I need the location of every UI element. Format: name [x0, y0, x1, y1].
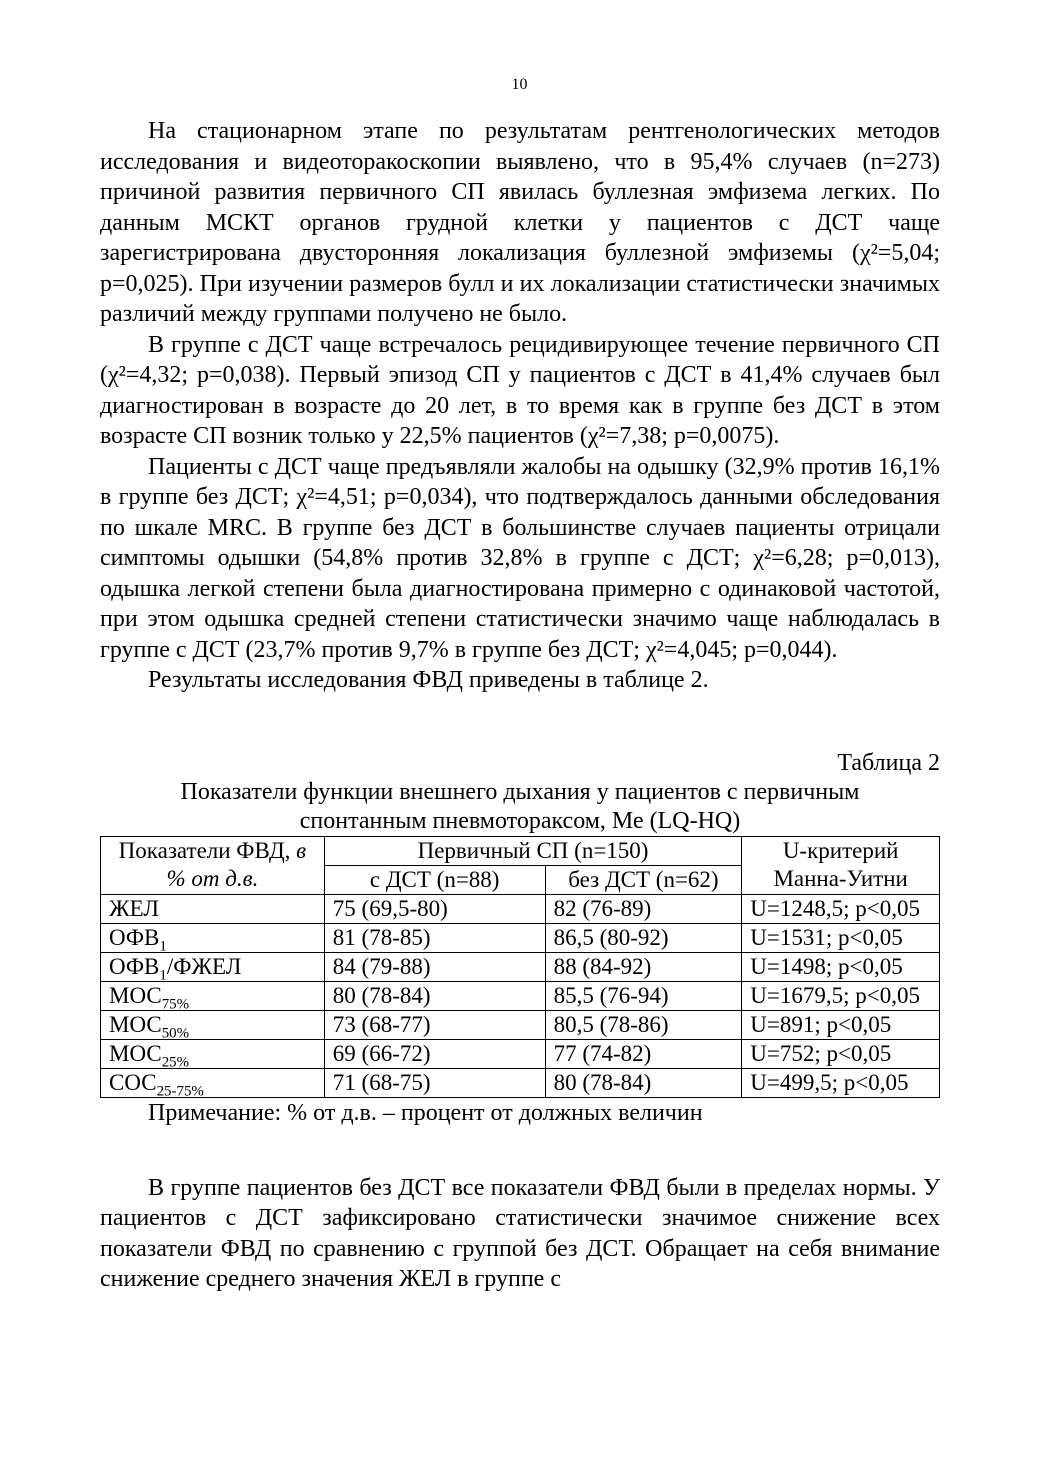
- table-row: [101, 1011, 940, 1040]
- u-test-cell: U=1531; p<0,05: [742, 924, 940, 953]
- page-number: 10: [511, 76, 528, 93]
- u-test-cell: U=499,5; p<0,05: [742, 1069, 940, 1098]
- u-test-cell: U=891; p<0,05: [742, 1011, 940, 1040]
- table-row: [101, 1040, 940, 1069]
- with-dst-cell: 80 (78-84): [324, 982, 545, 1011]
- indicator-name: МОС: [109, 1041, 162, 1066]
- indicator-name: ЖЕЛ: [109, 896, 159, 921]
- table-row: [101, 982, 940, 1011]
- table-row: [101, 895, 940, 924]
- header-group: Первичный СП (n=150): [324, 837, 741, 866]
- header-indicator: Показатели ФВД, в % от д.в.: [101, 837, 325, 895]
- indicator-subscript: 1: [159, 938, 167, 955]
- without-dst-cell: 88 (84-92): [545, 953, 742, 982]
- u-test-cell: U=1248,5; p<0,05: [742, 895, 940, 924]
- indicator-subscript: 50%: [161, 1025, 190, 1042]
- table-row: [101, 924, 940, 953]
- table-body: [101, 895, 940, 1098]
- without-dst-cell: 80,5 (78-86): [545, 1011, 742, 1040]
- with-dst-cell: 75 (69,5-80): [324, 895, 545, 924]
- indicator-cell: [101, 953, 325, 982]
- table-row: [101, 1069, 940, 1098]
- indicator-name: ОФВ: [109, 925, 160, 950]
- indicator-cell: [101, 895, 325, 924]
- indicator-cell: [101, 924, 325, 953]
- indicator-name: МОС: [109, 983, 162, 1008]
- paragraph-1: На стационарном этапе по результатам рентгенологических методов исследования и видеоторакоскопии выявлено, что в 95,4% случаев (n=273) причиной развития первичного СП явилась буллезная эмфизема легких. По данным МСКТ органов грудной клетки у пациентов с ДСТ чаще зарегистрирована двусторонняя локализация буллезной эмфиземы (χ²=5,04; p=0,025). При изучении размеров булл и их локализации статистически значимых различий между группами получено не было.: [100, 118, 940, 327]
- paragraph-2: В группе с ДСТ чаще встречалось рецидивирующее течение первичного СП (χ²=4,32; p=0,038). Первый эпизод СП у пациентов с ДСТ в 41,4% случаев был диагностирован в возрасте до 20 лет, в то время как в группе без ДСТ в этом возрасте СП возник только у 22,5% пациентов (χ²=7,38; p=0,0075).: [100, 331, 940, 449]
- indicator-suffix: /ФЖЕЛ: [166, 954, 242, 979]
- indicator-cell: [101, 1069, 325, 1098]
- indicator-subscript: 25-75%: [156, 1083, 204, 1100]
- without-dst-cell: 77 (74-82): [545, 1040, 742, 1069]
- document-body: [100, 116, 940, 1295]
- without-dst-cell: 80 (78-84): [545, 1069, 742, 1098]
- table-title: [100, 778, 940, 836]
- paragraph-4: Результаты исследования ФВД приведены в таблице 2.: [148, 667, 709, 693]
- table-title-line-2: спонтанным пневмотораксом, Ме (LQ-HQ): [299, 808, 741, 834]
- indicator-cell: [101, 1011, 325, 1040]
- indicator-subscript: 75%: [161, 996, 190, 1013]
- u-test-cell: U=1679,5; p<0,05: [742, 982, 940, 1011]
- table-label: Таблица 2: [837, 749, 940, 776]
- table-title-line-1: Показатели функции внешнего дыхания у пациентов с первичным: [180, 779, 860, 805]
- indicator-name: МОС: [109, 1012, 162, 1037]
- with-dst-cell: 71 (68-75): [324, 1069, 545, 1098]
- indicator-name: ОФВ: [109, 954, 160, 979]
- paragraph-5: В группе пациентов без ДСТ все показатели ФВД были в пределах нормы. У пациентов с ДСТ зафиксировано статистически значимое снижение всех показатели ФВД по сравнению с группой без ДСТ. Обращает на себя внимание снижение среднего значения ЖЕЛ в группе с: [100, 1174, 940, 1292]
- table-note: Примечание: % от д.в. – процент от должных величин: [148, 1100, 703, 1126]
- paragraph-3: Пациенты с ДСТ чаще предъявляли жалобы на одышку (32,9% против 16,1% в группе без ДСТ; χ²=4,51; p=0,034), что подтверждалось данными обследования по шкале MRC. В группе без ДСТ в большинстве случаев пациенты отрицали симптомы одышки (54,8% против 32,8% в группе с ДСТ; χ²=6,28; p=0,013), одышка легкой степени была диагностирована примерно с одинаковой частотой, при этом одышка средней степени статистически значимо чаще наблюдалась в группе с ДСТ (23,7% против 9,7% в группе без ДСТ; χ²=4,045; p=0,044).: [100, 453, 940, 663]
- with-dst-cell: 81 (78-85): [324, 924, 545, 953]
- indicator-subscript: 25%: [161, 1054, 190, 1071]
- header-with-dst: с ДСТ (n=88): [324, 866, 545, 895]
- indicator-cell: [101, 1040, 325, 1069]
- header-without-dst: без ДСТ (n=62): [545, 866, 742, 895]
- table-header-row: [101, 837, 940, 866]
- with-dst-cell: 84 (79-88): [324, 953, 545, 982]
- indicator-cell: [101, 982, 325, 1011]
- indicator-name: СОС: [109, 1070, 157, 1095]
- without-dst-cell: 86,5 (80-92): [545, 924, 742, 953]
- header-u-test: U-критерий Манна-Уитни: [742, 837, 940, 895]
- fvd-table: [100, 836, 940, 1098]
- u-test-cell: U=752; p<0,05: [742, 1040, 940, 1069]
- table-row: [101, 953, 940, 982]
- without-dst-cell: 85,5 (76-94): [545, 982, 742, 1011]
- with-dst-cell: 69 (66-72): [324, 1040, 545, 1069]
- with-dst-cell: 73 (68-77): [324, 1011, 545, 1040]
- indicator-subscript: 1: [159, 967, 167, 984]
- without-dst-cell: 82 (76-89): [545, 895, 742, 924]
- u-test-cell: U=1498; p<0,05: [742, 953, 940, 982]
